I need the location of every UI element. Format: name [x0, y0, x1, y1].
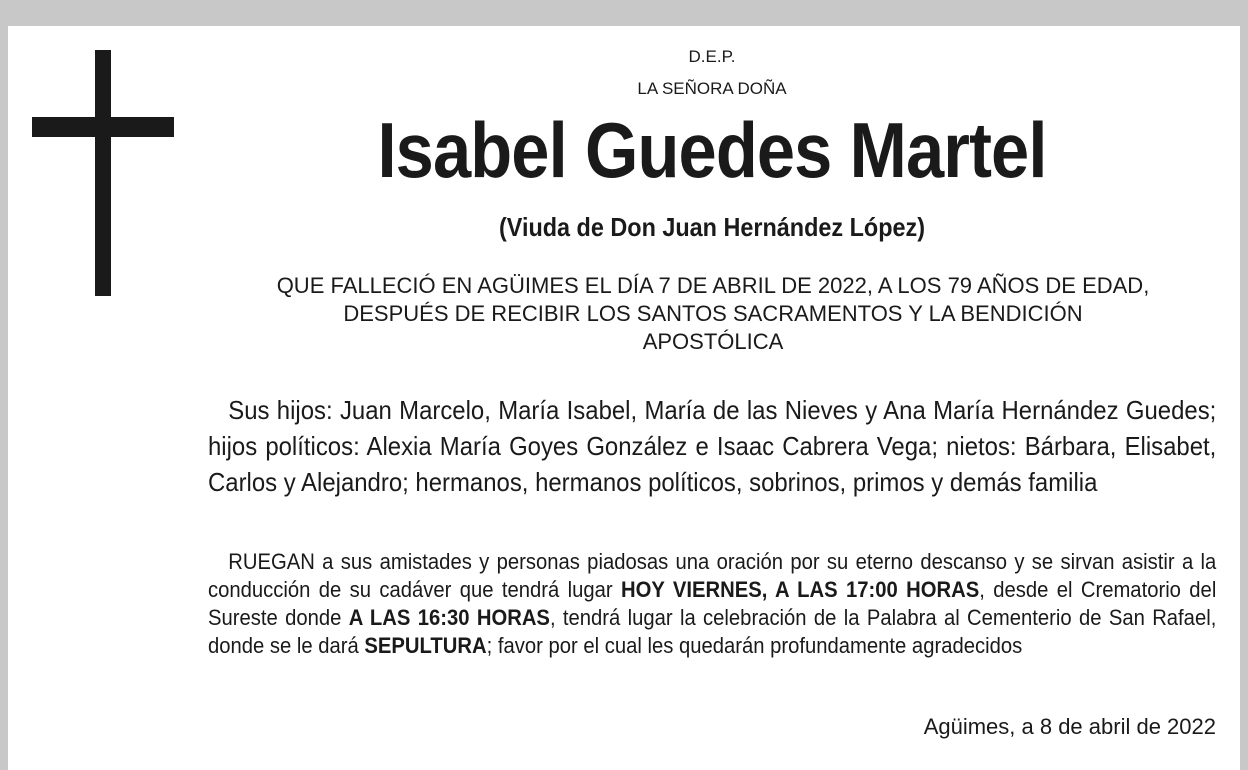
death-line: APOSTÓLICA [642, 329, 784, 354]
request-text: , desde el Crematorio del Sureste donde [208, 577, 1217, 630]
cross-horizontal-bar [32, 117, 174, 137]
dep-heading: D.E.P. [688, 47, 736, 66]
family-paragraph: Sus hijos: Juan Marcelo, María Isabel, María de las Nieves y Ana María Hernández Guedes; hijos políticos: Alexia María Goyes González e Isaac Cabrera Vega; nietos: Bárbara, Elisabet, Carlos y Alejandro; hermanos, hermanos políticos, sobrinos, primos y demás familia [208, 395, 1217, 497]
request-text: ; favor por el cual les quedarán profundamente agradecidos [486, 633, 1023, 658]
request-text: RUEGAN a sus amistades y personas piadosas una oración por su eterno descanso y se sirvan asistir a la conducción de su cadáver que tendrá lugar [208, 549, 1217, 602]
request-text: , tendrá lugar la celebración de la Palabra al Cementerio de San Rafael, donde se le dará [208, 605, 1217, 658]
burial-word: SEPULTURA [364, 633, 487, 658]
death-line: QUE FALLECIÓ EN AGÜIMES EL DÍA 7 DE ABRIL DE 2022, A LOS 79 AÑOS DE EDAD, [276, 273, 1150, 298]
honorific: LA SEÑORA DOÑA [637, 79, 787, 98]
funeral-time: HOY VIERNES, A LAS 17:00 HORAS [620, 577, 980, 602]
deceased-name: Isabel Guedes Martel [377, 106, 1047, 194]
death-line: DESPUÉS DE RECIBIR LOS SANTOS SACRAMENTOS Y LA BENDICIÓN [343, 301, 1083, 326]
cross-vertical-bar [95, 50, 111, 296]
ceremony-time: A LAS 16:30 HORAS [348, 605, 550, 630]
place-and-date: Agüimes, a 8 de abril de 2022 [923, 714, 1216, 739]
death-announcement [206, 272, 1220, 356]
widow-of: (Viuda de Don Juan Hernández López) [498, 212, 926, 242]
request-paragraph [208, 548, 1216, 660]
